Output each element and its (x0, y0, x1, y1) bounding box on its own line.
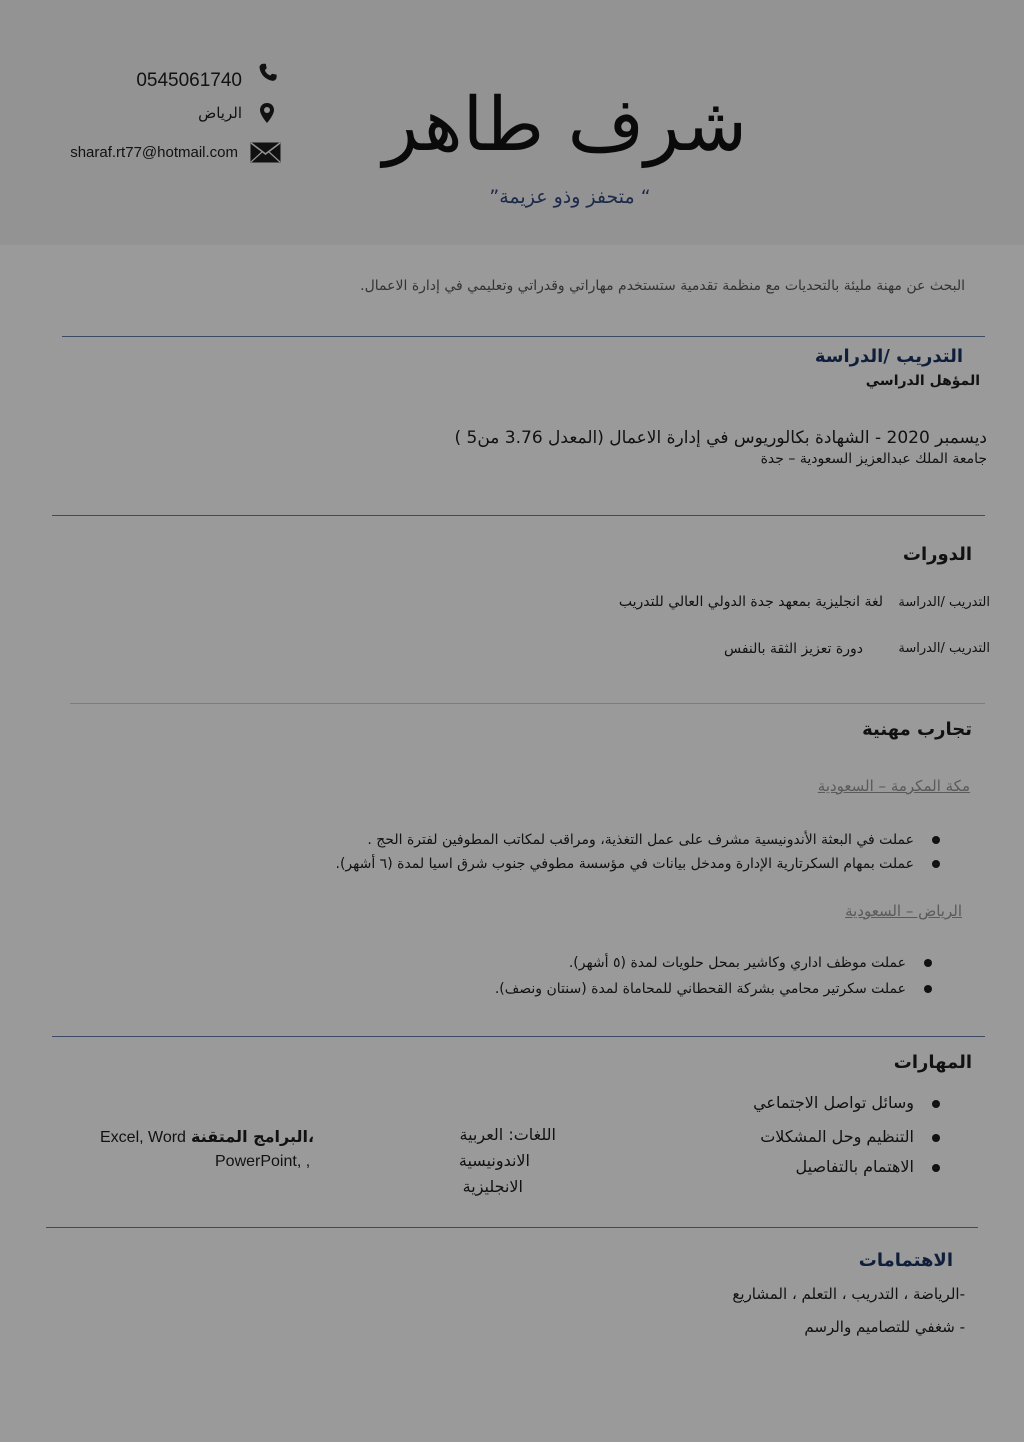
location-pin-icon (255, 101, 279, 125)
email-address[interactable]: sharaf.rt77@hotmail.com (70, 144, 238, 161)
phone-number[interactable]: 0545061740 (136, 70, 242, 91)
section-divider (52, 1036, 985, 1037)
experience-item: عملت موظف اداري وكاشير بمحل حلويات لمدة (٥ أشهر). (568, 955, 906, 971)
location-heading: الرياض – السعودية (845, 902, 962, 920)
course-item: لغة انجليزية بمعهد جدة الدولي العالي للتدريب (618, 594, 883, 610)
bullet (932, 1134, 940, 1142)
bullet (932, 1100, 940, 1108)
list-item (300, 832, 940, 848)
section-divider (46, 1227, 978, 1228)
software-block (100, 1127, 340, 1147)
university-line: جامعة الملك عبدالعزيز السعودية – جدة (760, 451, 987, 467)
language-item: الاندونيسية (458, 1151, 530, 1170)
bullet (932, 836, 940, 844)
interest-item: -الرياضة ، التدريب ، التعلم ، المشاريع (732, 1285, 965, 1303)
degree-line: ديسمبر 2020 - الشهادة بكالوريوس في إدارة الاعمال (المعدل 3.76 من5 ) (454, 428, 987, 448)
skill-item: وسائل تواصل الاجتماعي (753, 1093, 914, 1112)
bullet (932, 1164, 940, 1172)
list-item (440, 955, 932, 971)
education-subtitle: المؤهل الدراسي (865, 373, 980, 389)
experience-item: عملت سكرتير محامي بشركة القحطاني للمحاماة لمدة (سنتان ونصف). (494, 981, 906, 997)
course-tag: التدريب /الدراسة (898, 641, 990, 656)
section-divider (70, 703, 985, 704)
list-item (300, 856, 940, 872)
list-item (700, 1093, 940, 1112)
experience-item: عملت بمهام السكرتارية الإدارة ومدخل بيانات في مؤسسة مطوفي جنوب شرق اسيا لمدة (٦ أشهر). (335, 856, 914, 872)
languages-label: اللغات: (508, 1125, 556, 1144)
course-item: دورة تعزيز الثقة بالنفس (724, 641, 863, 657)
interest-item: - شغفي للتصاميم والرسم (804, 1318, 965, 1336)
list-item (700, 1157, 940, 1176)
software-label: البرامج المتقنة، (191, 1127, 315, 1146)
skills-title: المهارات (893, 1052, 972, 1073)
bullet (932, 860, 940, 868)
bullet (924, 959, 932, 967)
tagline: ”متحفز وذو عزيمة “ (489, 186, 651, 208)
list-item (700, 1127, 940, 1146)
section-divider (62, 336, 985, 337)
section-divider (52, 515, 985, 516)
location-heading: مكة المكرمة – السعودية (817, 777, 970, 795)
interests-title: الاهتمامات (858, 1250, 953, 1271)
candidate-name: شرف طاهر (382, 82, 748, 168)
list-item (440, 981, 932, 997)
experience-title: تجارب مهنية (862, 719, 972, 740)
career-objective: البحث عن مهنة مليئة بالتحديات مع منظمة تقدمية ستستخدم مهاراتي وقدراتي وتعليمي في إدارة الاعمال. (360, 278, 965, 294)
experience-item: عملت في البعثة الأندونيسية مشرف على عمل التغذية، ومراقب لمكاتب المطوفين لفترة الحج . (367, 832, 914, 848)
software-list: Excel, Word (100, 1129, 186, 1146)
envelope-icon (250, 142, 281, 163)
city: الرياض (198, 105, 242, 122)
skill-item: الاهتمام بالتفاصيل (795, 1157, 914, 1176)
language-item: العربية (459, 1125, 504, 1144)
education-title: التدريب /الدراسة (814, 346, 963, 367)
software-list: PowerPoint, , (215, 1153, 311, 1170)
skill-item: التنظيم وحل المشكلات (760, 1127, 914, 1146)
languages-block (430, 1125, 556, 1144)
course-tag: التدريب /الدراسة (898, 595, 990, 610)
phone-icon (255, 62, 279, 86)
courses-title: الدورات (902, 544, 972, 565)
language-item: الانجليزية (462, 1177, 523, 1196)
bullet (924, 985, 932, 993)
